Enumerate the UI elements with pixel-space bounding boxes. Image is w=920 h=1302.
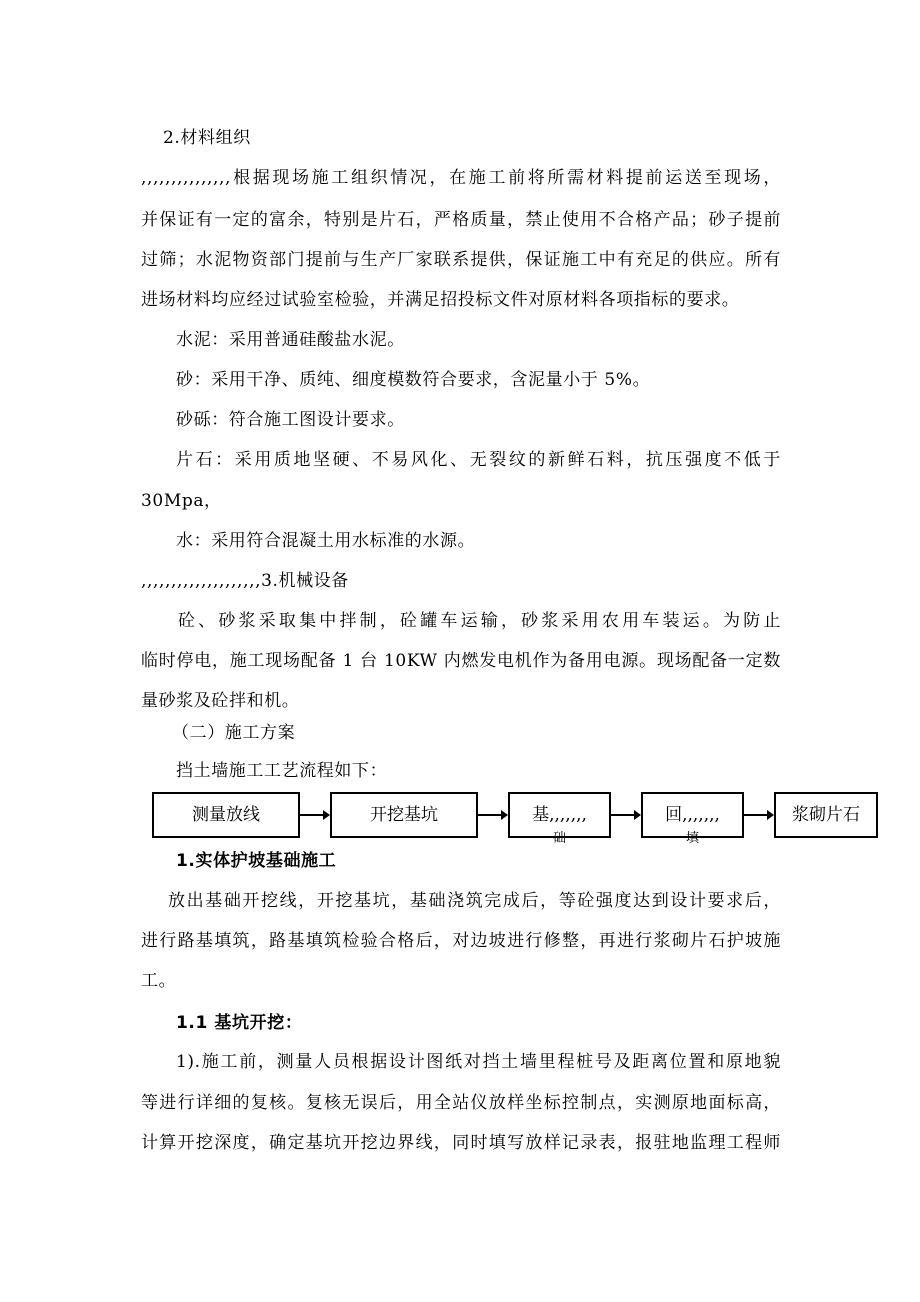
cement-item: 水泥：采用普通硅酸盐水泥。: [176, 330, 405, 350]
flow-intro: 挡土墙施工工艺流程如下：: [176, 761, 388, 781]
flow-step-backfill: [641, 792, 744, 846]
section-2-para-line-2: 并保证有一定的富余，特别是片石，严格质量，禁止使用不合格产品；砂子提前: [141, 210, 781, 230]
flow-step-label: 浆砌片石: [792, 805, 860, 825]
sub-1-1-para-line-3: 计算开挖深度，确定基坑开挖边界线，同时填写放样记录表，报驻地监理工程师: [141, 1133, 781, 1153]
flow-arrow-icon: [744, 814, 772, 816]
flow-step-foundation: [508, 792, 611, 846]
flow-step-label: 测量放线: [192, 805, 260, 825]
section-2-para-line-4: 进场材料均应经过试验室检验，并满足招投标文件对原材料各项指标的要求。: [141, 290, 740, 310]
section-3-para-line-2: 临时停电，施工现场配备 1 台 10KW 内燃发电机作为备用电源。现场配备一定数: [141, 651, 781, 671]
plan-heading: （二）施工方案: [172, 723, 296, 743]
sub-1-1-para-line-2: 等进行详细的复核。复核无误后，用全站仪放样坐标控制点，实测原地面标高，: [141, 1093, 781, 1113]
section-2-para-line-3: 过筛；水泥物资部门提前与生产厂家联系提供，保证施工中有充足的供应。所有: [141, 250, 781, 270]
sub-1-heading: 1.实体护坡基础施工: [176, 851, 337, 871]
flow-step-label: 基,,,,,,,: [532, 805, 587, 825]
flow-arrow-icon: [478, 814, 506, 816]
flow-step-label: 回,,,,,,,: [665, 805, 720, 825]
flow-step-survey: [152, 792, 300, 838]
flow-arrow-icon: [300, 814, 328, 816]
section-3-heading: ,,,,,,,,,,,,,,,,,,,,3.机械设备: [141, 571, 349, 591]
sub-1-para-line-3: 工。: [141, 971, 177, 991]
section-2-para-line-1: ,,,,,,,,,,,,,,,根据现场施工组织情况，在施工前将所需材料提前运送至现场，: [141, 168, 781, 188]
section-2-heading: 2.材料组织: [163, 128, 251, 148]
sand-item: 砂：采用干净、质纯、细度模数符合要求，含泥量小于 5%。: [176, 370, 651, 390]
flow-step-tail: 础: [552, 831, 566, 846]
stone-item-line-1: 片石：采用质地坚硬、不易风化、无裂纹的新鲜石料，抗压强度不低于: [176, 450, 781, 470]
stone-item-line-2: 30Mpa，: [141, 491, 222, 511]
sub-1-1-para-line-1: 1).施工前，测量人员根据设计图纸对挡土墙里程桩号及距离位置和原地貌: [176, 1052, 781, 1072]
section-3-para-line-1: 砼、砂浆采取集中拌制，砼罐车运输，砂浆采用农用车装运。为防止: [178, 611, 781, 631]
water-item: 水：采用符合混凝土用水标准的水源。: [176, 531, 476, 551]
flow-step-masonry: [774, 792, 878, 838]
flow-step-excavate: [330, 792, 478, 838]
flow-arrow-icon: [611, 814, 639, 816]
sub-1-1-heading: 1.1 基坑开挖：: [176, 1013, 303, 1033]
gravel-item: 砂砾：符合施工图设计要求。: [176, 410, 405, 430]
sub-1-para-line-2: 进行路基填筑，路基填筑检验合格后，对边坡进行修整，再进行浆砌片石护坡施: [141, 931, 781, 951]
flow-step-label: 开挖基坑: [370, 805, 438, 825]
flow-step-tail: 填: [685, 831, 699, 846]
sub-1-para-line-1: 放出基础开挖线，开挖基坑，基础浇筑完成后，等砼强度达到设计要求后，: [168, 891, 781, 911]
section-3-para-line-3: 量砂浆及砼拌和机。: [141, 691, 300, 711]
process-flowchart: [0, 792, 920, 844]
